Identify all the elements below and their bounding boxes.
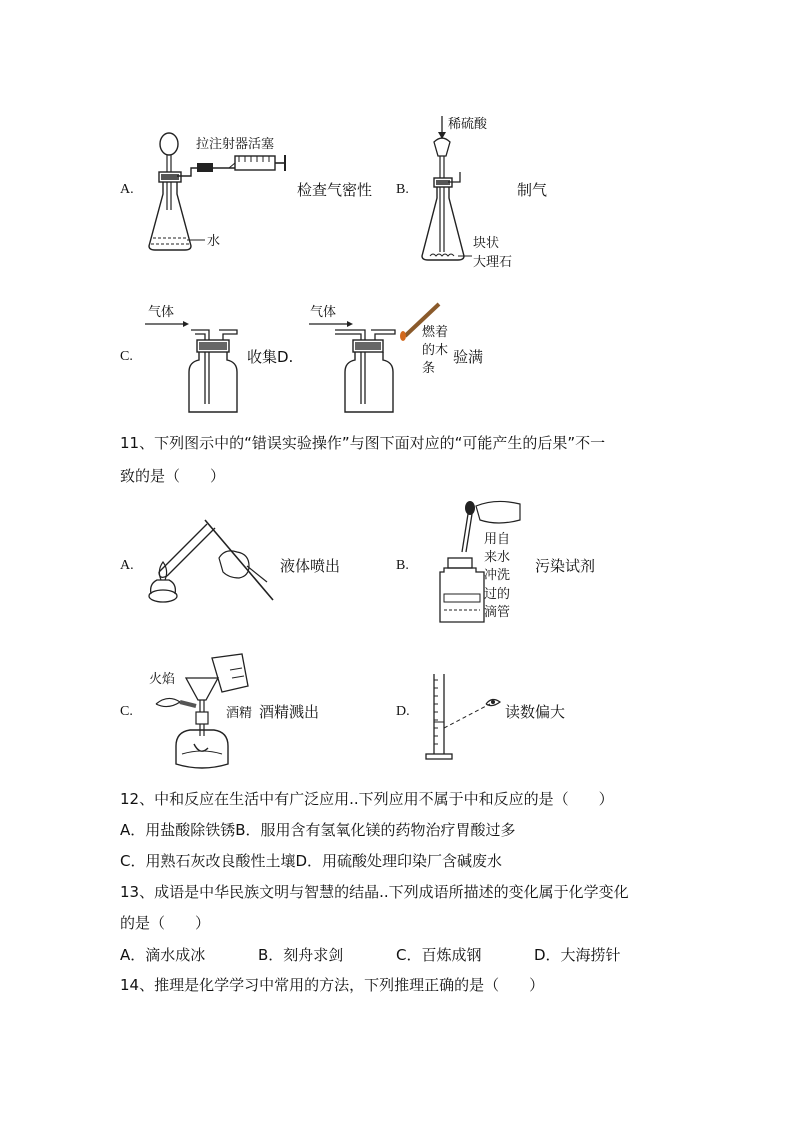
q13-option-c: C．百炼成钢 — [396, 946, 482, 964]
marble-label-2: 大理石 — [473, 255, 513, 270]
dropper-label-1: 用自 — [484, 532, 511, 547]
q11-option-d-letter: D. — [396, 704, 410, 719]
q10-option-b-letter: B. — [396, 182, 409, 197]
flame-label: 火焰 — [149, 672, 176, 687]
q11-option-a-result: 液体喷出 — [280, 557, 341, 575]
q11-option-b-result: 污染试剂 — [535, 557, 596, 575]
q12-stem: 12、中和反应在生活中有广泛应用..下列应用不属于中和反应的是（ ） — [120, 790, 614, 808]
q11-option-a-letter: A. — [120, 558, 134, 573]
q13-option-d: D．大海捞针 — [534, 946, 621, 964]
q11-option-c-result: 酒精溅出 — [259, 703, 320, 721]
gas-label-d: 气体 — [310, 305, 337, 320]
dropper-label-2: 来水 — [484, 550, 511, 565]
q13-option-b: B．刻舟求剑 — [258, 946, 344, 964]
stick-label-2: 的木 — [422, 343, 449, 358]
q13-option-a: A．滴水成冰 — [120, 946, 206, 964]
marble-label-1: 块状 — [473, 236, 500, 251]
syringe-label: 拉注射器活塞 — [196, 137, 275, 152]
q11-option-c-letter: C. — [120, 704, 133, 719]
q11-a-figure — [145, 512, 275, 607]
q11-stem-line1: 11、下列图示中的“错误实验操作”与图下面对应的“可能产生的后果”不一 — [120, 434, 606, 452]
gas-label-c: 气体 — [148, 305, 175, 320]
q10-option-b-result: 制气 — [517, 181, 548, 199]
acid-label: 稀硫酸 — [448, 117, 488, 132]
q10-option-c-letter: C. — [120, 349, 133, 364]
q12-options-line2: C．用熟石灰改良酸性土壤D．用硫酸处理印染厂含碱废水 — [120, 852, 503, 870]
q11-option-b-letter: B. — [396, 558, 409, 573]
q13-stem-line1: 13、成语是中华民族文明与智慧的结晶..下列成语所描述的变化属于化学变化 — [120, 883, 629, 901]
q13-stem-line2: 的是（ ） — [120, 914, 211, 932]
q11-d-figure — [424, 670, 514, 770]
q12-options-line1: A．用盐酸除铁锈B．服用含有氢氧化镁的药物治疗胃酸过多 — [120, 821, 516, 839]
dropper-label-3: 冲洗 — [484, 568, 511, 583]
stick-label-1: 燃着 — [422, 325, 449, 340]
water-label: 水 — [207, 234, 221, 249]
q10-c-figure — [145, 318, 245, 418]
q10-d-figure — [305, 300, 445, 420]
q14-stem: 14、推理是化学学习中常用的方法，下列推理正确的是（ ） — [120, 976, 545, 994]
q10-b-figure — [418, 112, 518, 272]
stick-label-3: 条 — [422, 361, 436, 376]
alcohol-label: 酒精 — [226, 706, 253, 721]
dropper-label-4: 过的 — [484, 587, 511, 602]
q10-option-a-letter: A. — [120, 182, 134, 197]
dropper-label-5: 滴管 — [484, 605, 511, 620]
q10-option-c-result: 收集D. — [247, 348, 294, 366]
q11-stem-line2: 致的是（ ） — [120, 467, 226, 485]
q10-option-a-result: 检查气密性 — [297, 181, 373, 199]
q10-option-d-result: 验满 — [453, 348, 484, 366]
q11-option-d-result: 读数偏大 — [505, 703, 566, 721]
